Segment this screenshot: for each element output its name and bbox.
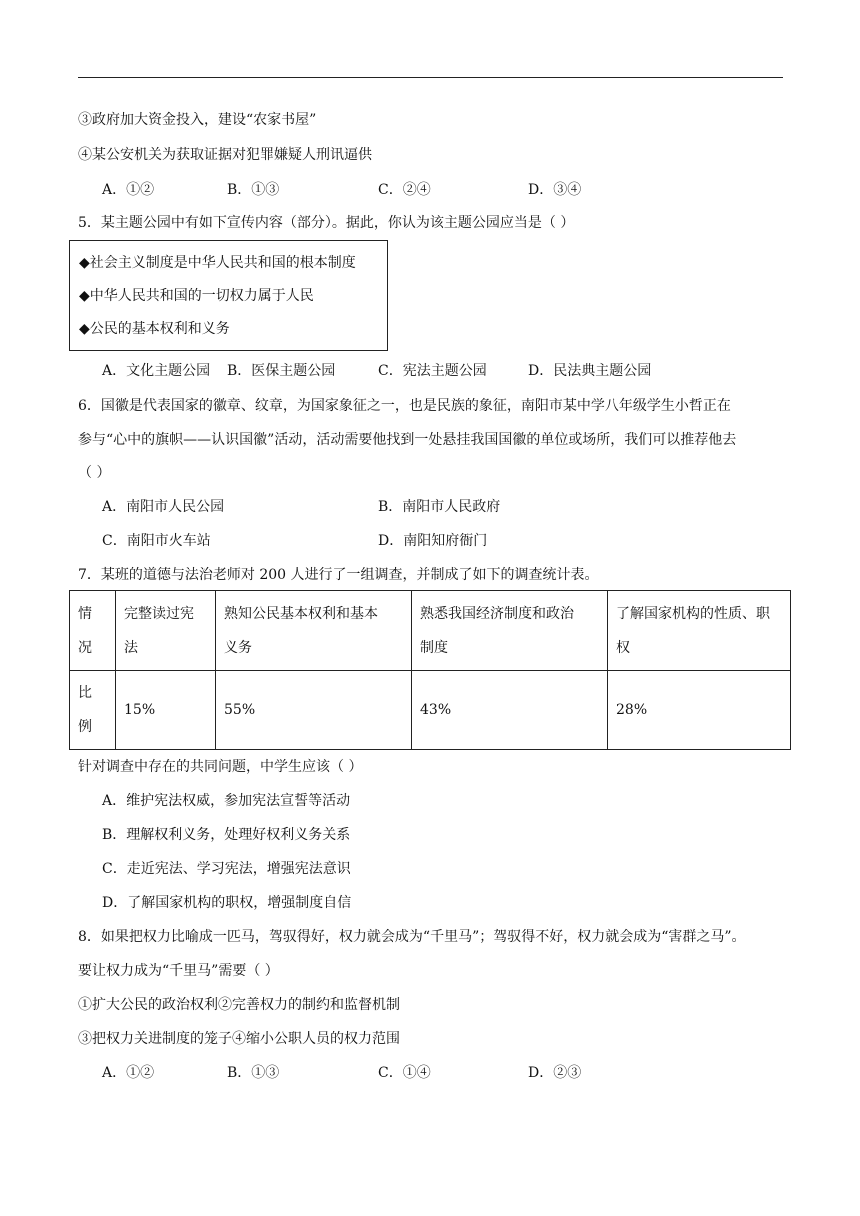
survey-value-3: 43% (412, 671, 608, 750)
q8-items-1-2: ①扩大公民的政治权利②完善权力的制约和监督机制 (78, 997, 400, 1013)
q4-option-d[interactable]: D．③④ (528, 182, 582, 198)
q6-option-b[interactable]: B．南阳市人民政府 (378, 499, 501, 515)
q5-stem: 5．某主题公园中有如下宣传内容（部分）。据此，你认为该主题公园应当是（ ） (78, 215, 575, 231)
q5-option-b[interactable]: B．医保主题公园 (227, 363, 336, 379)
q4-item-3: ③政府加大资金投入，建设“农家书屋” (78, 112, 317, 128)
q4-option-a[interactable]: A．①② (102, 182, 155, 198)
q7-option-c[interactable]: C．走近宪法、学习宪法，增强宪法意识 (102, 861, 351, 877)
q7-option-a[interactable]: A．维护宪法权威，参加宪法宣誓等活动 (102, 793, 351, 809)
q6-option-d[interactable]: D．南阳知府衙门 (378, 533, 488, 549)
q7-question: 针对调查中存在的共同问题，中学生应该（ ） (78, 759, 363, 775)
survey-header-ratio: 比 例 (70, 671, 116, 750)
q7-option-d[interactable]: D．了解国家机构的职权，增强制度自信 (102, 895, 352, 911)
survey-item-1: 完整读过宪 法 (116, 591, 216, 671)
q5-option-a[interactable]: A．文化主题公园 (102, 363, 211, 379)
survey-value-1: 15% (116, 671, 216, 750)
survey-value-4: 28% (608, 671, 791, 750)
q4-option-b[interactable]: B．①③ (227, 182, 280, 198)
q8-option-a[interactable]: A．①② (102, 1065, 155, 1081)
header-rule (78, 77, 783, 78)
q4-item-4: ④某公安机关为获取证据对犯罪嫌疑人刑讯逼供 (78, 147, 372, 163)
q5-box-line-3: ◆公民的基本权利和义务 (79, 321, 230, 337)
q8-option-d[interactable]: D．②③ (528, 1065, 582, 1081)
q5-box-line-2: ◆中华人民共和国的一切权力属于人民 (79, 288, 314, 304)
q6-stem-line-1: 6．国徽是代表国家的徽章、纹章，为国家象征之一，也是民族的象征，南阳市某中学八年级学生小哲正在 (78, 398, 731, 414)
q7-option-b[interactable]: B．理解权利义务，处理好权利义务关系 (102, 827, 351, 843)
q5-box-line-1: ◆社会主义制度是中华人民共和国的根本制度 (79, 255, 356, 271)
q6-option-a[interactable]: A．南阳市人民公园 (102, 499, 225, 515)
q6-option-c[interactable]: C．南阳市火车站 (102, 533, 211, 549)
q8-option-c[interactable]: C．①④ (378, 1065, 431, 1081)
survey-row-ratio (70, 671, 791, 750)
q6-stem-line-3: （ ） (78, 465, 111, 481)
survey-table (69, 590, 791, 750)
q8-items-3-4: ③把权力关进制度的笼子④缩小公职人员的权力范围 (78, 1031, 400, 1047)
survey-item-2: 熟知公民基本权利和基本 义务 (216, 591, 412, 671)
survey-item-3: 熟悉我国经济制度和政治 制度 (412, 591, 608, 671)
q5-option-c[interactable]: C．宪法主题公园 (378, 363, 487, 379)
survey-row-situation (70, 591, 791, 671)
q8-option-b[interactable]: B．①③ (227, 1065, 280, 1081)
survey-header-situation: 情 况 (70, 591, 116, 671)
q8-stem-line-1: 8．如果把权力比喻成一匹马，驾驭得好，权力就会成为“千里马”；驾驭得不好，权力就会成为“害群之马”。 (78, 929, 746, 945)
q5-publicity-box (69, 240, 388, 351)
q7-stem: 7．某班的道德与法治老师对 200 人进行了一组调查，并制成了如下的调查统计表。 (78, 567, 599, 583)
q6-stem-line-2: 参与“心中的旗帜——认识国徽”活动，活动需要他找到一处悬挂我国国徽的单位或场所，我们可以推荐他去 (78, 432, 737, 448)
q4-option-c[interactable]: C．②④ (378, 182, 431, 198)
q8-stem-line-2: 要让权力成为“千里马”需要（ ） (78, 963, 279, 979)
survey-value-2: 55% (216, 671, 412, 750)
q5-option-d[interactable]: D．民法典主题公园 (528, 363, 652, 379)
survey-item-4: 了解国家机构的性质、职 权 (608, 591, 791, 671)
